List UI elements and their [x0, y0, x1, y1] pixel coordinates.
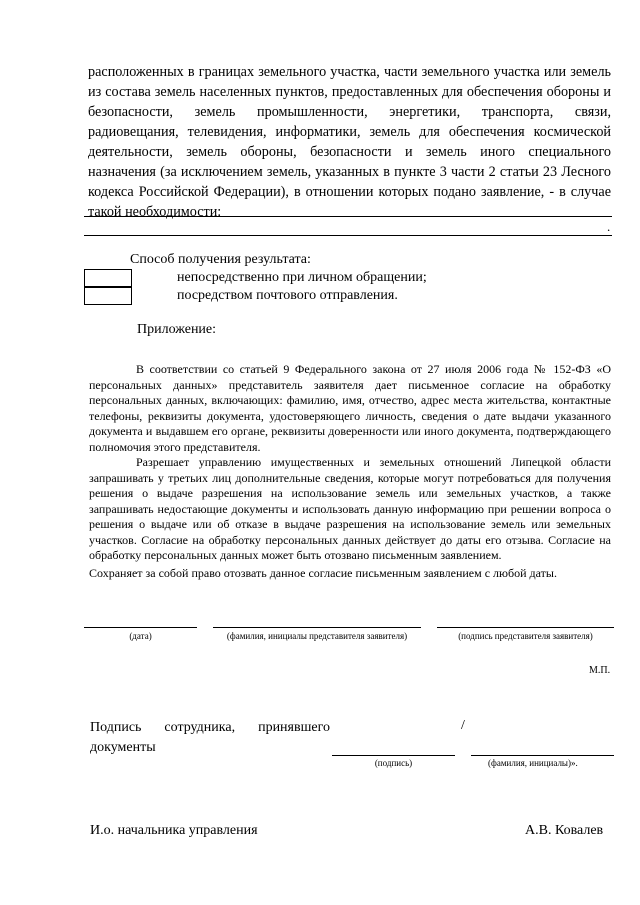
fill-line-2	[84, 235, 612, 236]
checkbox-by-mail[interactable]	[84, 287, 132, 305]
attachment-label: Приложение:	[137, 322, 217, 337]
caption-employee-signature: (подпись)	[374, 758, 413, 768]
consent-paragraph-1: В соответствии со статьей 9 Федерального закона от 27 июля 2006 года № 152-ФЗ «О персональных данных» представитель заявителя дает письменное согласие на обработку персональных данных, включающих: фамилию, имя, отчество, адрес места жительства, контактные телефоны, реквизиты документа, удостоверяющего личность, сведения о дате выдачи указанного документа и выдавшем его органе, реквизиты доверенности или иного документа, подтверждающего полномочия этого представителя.	[89, 362, 611, 454]
line-end-dot: .	[607, 219, 611, 234]
option-in-person: непосредственно при личном обращении;	[177, 270, 427, 285]
consent-paragraph-3: Сохраняет за собой право отозвать данное согласие письменным заявлением с любой даты.	[89, 566, 557, 580]
stamp-label: М.П.	[589, 665, 611, 676]
caption-signature: (подпись представителя заявителя)	[458, 631, 593, 641]
footer-name: А.В. Ковалев	[525, 823, 604, 838]
consent-paragraph-2: Разрешает управлению имущественных и земельных отношений Липецкой области запрашивать у третьих лиц дополнительные сведения, которые могут потребоваться для получения решения о выдаче разрешения на использование земель или земельных участков, а также запрашивать недостающие документы и использовать данную информацию при решении вопроса о решения о выдаче или об отказе в выдаче разрешения на использование земель или земельных участков. Согласие на обработку персональных данных действует до даты его отзыва. Согласие на обработку персональных данных может быть отозвано письменным заявлением.	[89, 455, 611, 562]
fill-line-1	[84, 216, 612, 217]
name-line	[213, 627, 421, 628]
caption-name: (фамилия, инициалы представителя заявителя)	[226, 631, 408, 641]
result-method-heading: Способ получения результата:	[130, 252, 311, 267]
slash: /	[461, 718, 465, 733]
employee-signature-label: Подпись сотрудника, принявшего документы	[90, 720, 330, 755]
footer-position: И.о. начальника управления	[90, 823, 258, 838]
caption-employee-name: (фамилия, инициалы)».	[488, 758, 578, 768]
option-by-mail: посредством почтового отправления.	[177, 288, 398, 303]
signature-line	[437, 627, 614, 628]
caption-date: (дата)	[129, 631, 152, 641]
intro-paragraph: расположенных в границах земельного участка, части земельного участка или земель из состава земель населенных пунктов, предоставленных для обеспечения обороны и безопасности, земель промышленности, энергетики, транспорта, связи, радиовещания, телевидения, информатики, земель для обеспечения космической деятельности, земель обороны, безопасности и земель иного специального назначения (за исключением земель, указанных в пункте 3 части 2 статьи 23 Лесного кодекса Российской Федерации), в отношении которых подано заявление, - в случае такой необходимости:	[88, 64, 611, 220]
date-line	[84, 627, 197, 628]
employee-name-line	[471, 755, 614, 756]
checkbox-in-person[interactable]	[84, 269, 132, 287]
employee-signature-line	[332, 755, 455, 756]
